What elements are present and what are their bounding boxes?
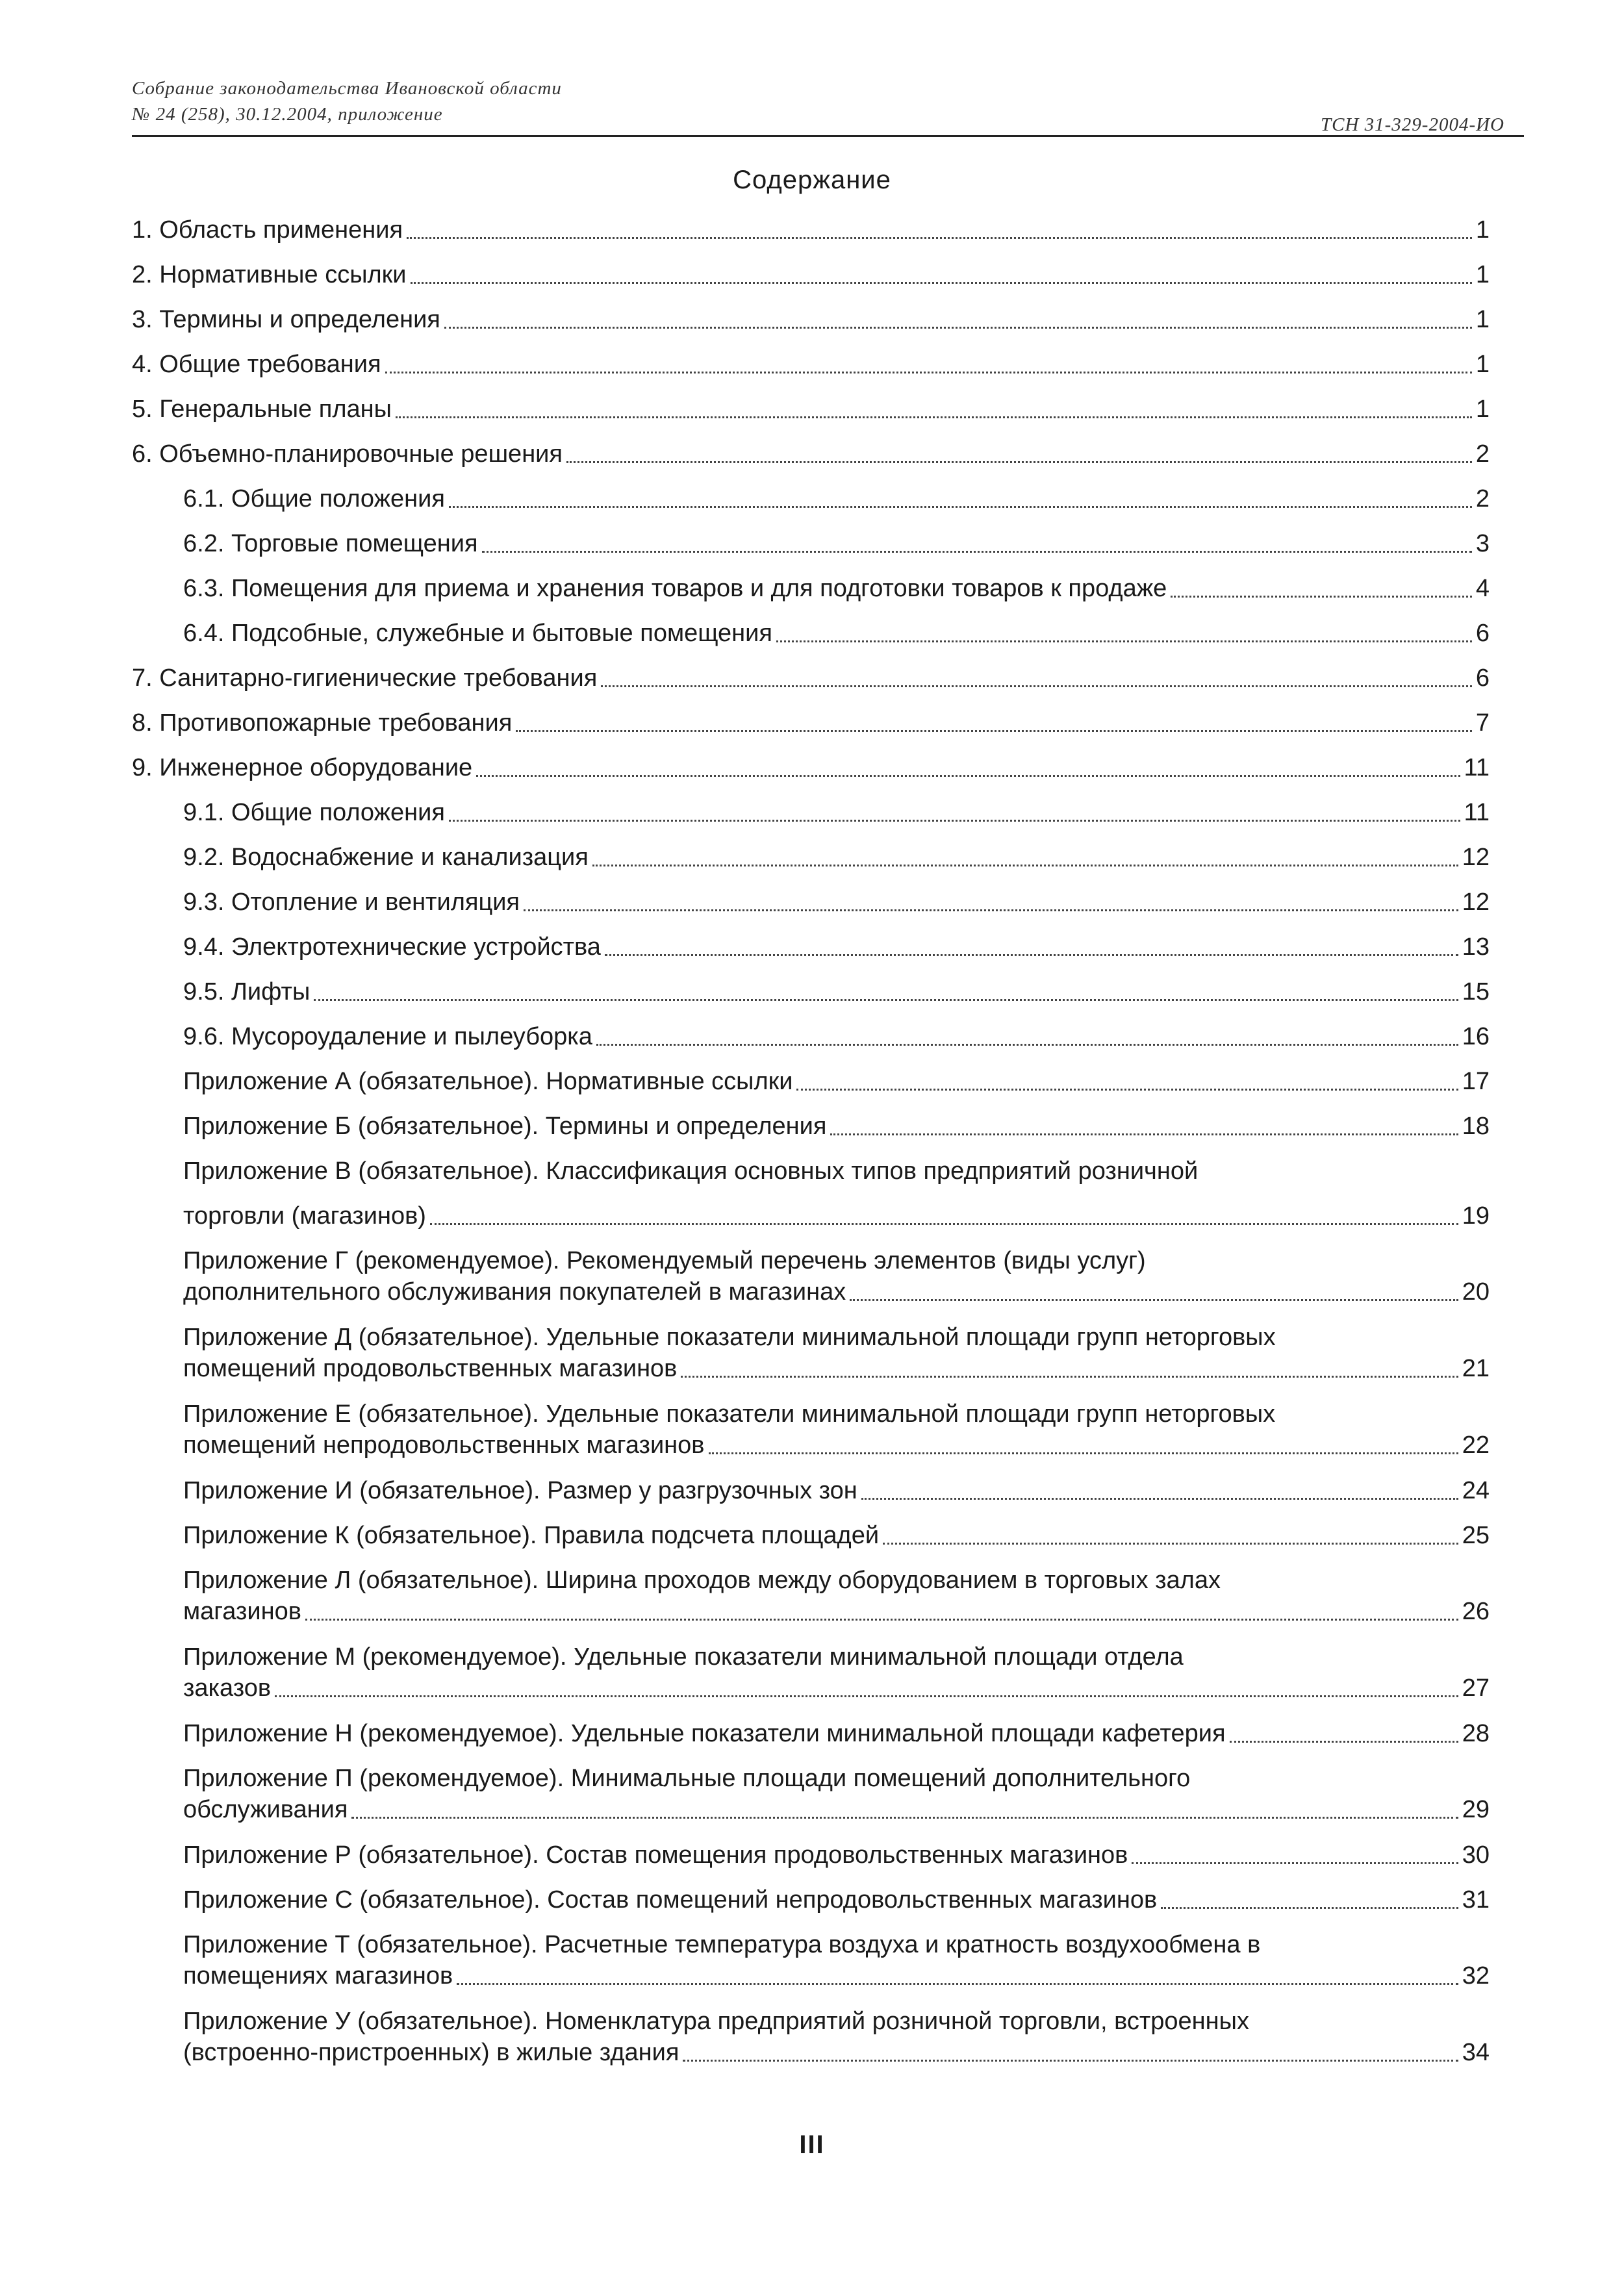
toc-dot-leader xyxy=(351,1817,1458,1819)
toc-entry[interactable] xyxy=(183,483,1490,514)
toc-dot-leader xyxy=(516,730,1472,732)
toc-entry[interactable] xyxy=(183,1066,1490,1097)
toc-page-number: 4 xyxy=(1475,575,1490,602)
toc-entry[interactable] xyxy=(183,618,1490,649)
toc-entry[interactable] xyxy=(183,976,1490,1007)
header-divider xyxy=(132,135,1524,137)
toc-entry[interactable] xyxy=(183,887,1490,918)
toc-page-number: 21 xyxy=(1462,1355,1490,1382)
toc-dot-leader xyxy=(449,506,1472,508)
toc-entry-title-line: Приложение Г (рекомендуемое). Рекомендуемый перечень элементов (виды услуг) xyxy=(183,1247,1146,1274)
toc-dot-leader xyxy=(407,237,1472,239)
toc-entry-title: 6.3. Помещения для приема и хранения товаров и для подготовки товаров к продаже xyxy=(183,575,1167,602)
toc-page-number: 7 xyxy=(1475,709,1490,737)
toc-entry[interactable] xyxy=(132,349,1490,380)
toc-entry-title-line: Приложение Л (обязательное). Ширина проходов между оборудованием в торговых залах xyxy=(183,1567,1221,1594)
toc-page-number: 12 xyxy=(1462,889,1490,916)
toc-entry-title-line: Приложение У (обязательное). Номенклатура предприятий розничной торговли, встроенных xyxy=(183,2008,1249,2035)
toc-entry-title: 8. Противопожарные требования xyxy=(132,709,513,737)
toc-dot-leader xyxy=(681,1376,1458,1378)
toc-entry[interactable] xyxy=(132,438,1490,470)
toc-page-number: 30 xyxy=(1462,1841,1490,1869)
toc-entry-title: помещений непродовольственных магазинов xyxy=(183,1432,705,1459)
toc-entry-title: 3. Термины и определения xyxy=(132,306,440,333)
toc-page-number: 1 xyxy=(1475,216,1490,244)
toc-page-number: 29 xyxy=(1462,1796,1490,1823)
toc-dot-leader xyxy=(1132,1862,1458,1864)
toc-entry-title: 9.2. Водоснабжение и канализация xyxy=(183,844,589,871)
toc-entry[interactable] xyxy=(183,1839,1490,1871)
toc-dot-leader xyxy=(275,1695,1458,1697)
toc-entry-title: Приложение И (обязательное). Размер у разгрузочных зон xyxy=(183,1477,857,1504)
toc-entry-title: 6.2. Торговые помещения xyxy=(183,530,478,557)
toc-dot-leader xyxy=(830,1133,1458,1135)
toc-entry-title: 9.3. Отопление и вентиляция xyxy=(183,889,520,916)
toc-entry[interactable] xyxy=(183,2006,1490,2068)
toc-entry[interactable] xyxy=(183,1322,1490,1384)
toc-entry-title: Приложение Б (обязательное). Термины и определения xyxy=(183,1113,827,1140)
toc-entry-title: 9.1. Общие положения xyxy=(183,799,445,826)
document-header xyxy=(132,78,1524,143)
toc-entry-title: магазинов xyxy=(183,1598,301,1625)
toc-entry-title: 1. Область применения xyxy=(132,216,403,244)
toc-entry-title: 9.5. Лифты xyxy=(183,978,311,1005)
toc-page-number: 2 xyxy=(1475,485,1490,512)
toc-page-number: 6 xyxy=(1475,620,1490,647)
toc-page-number: 15 xyxy=(1462,978,1490,1005)
toc-entry[interactable] xyxy=(132,663,1490,694)
toc-dot-leader xyxy=(430,1223,1458,1225)
toc-page-number: 25 xyxy=(1462,1522,1490,1549)
toc-page-number: 13 xyxy=(1462,933,1490,961)
toc-dot-leader xyxy=(482,551,1472,553)
toc-page-number: 6 xyxy=(1475,664,1490,692)
toc-entry-title: Приложение С (обязательное). Состав помещений непродовольственных магазинов xyxy=(183,1886,1158,1914)
toc-dot-leader xyxy=(396,416,1472,418)
toc-entry[interactable] xyxy=(183,1475,1490,1506)
toc-entry[interactable] xyxy=(183,1929,1490,1991)
toc-entry-title: 7. Санитарно-гигиенические требования xyxy=(132,664,598,692)
toc-entry[interactable] xyxy=(183,1565,1490,1627)
toc-page-number: 11 xyxy=(1464,799,1490,826)
toc-dot-leader xyxy=(776,640,1472,642)
toc-entry-title: 4. Общие требования xyxy=(132,351,381,378)
toc-dot-leader xyxy=(314,999,1458,1001)
toc-entry-title: 9.6. Мусороудаление и пылеуборка xyxy=(183,1023,592,1050)
toc-entry-title: дополнительного обслуживания покупателей в магазинах xyxy=(183,1278,846,1306)
toc-dot-leader xyxy=(596,1044,1458,1046)
toc-entry-title: торговли (магазинов) xyxy=(183,1202,426,1230)
toc-page-number: 1 xyxy=(1475,306,1490,333)
toc-page-number: 1 xyxy=(1475,261,1490,288)
toc-entry-title-line: Приложение Т (обязательное). Расчетные температура воздуха и кратность воздухообмена в xyxy=(183,1931,1261,1958)
toc-entry-title: 2. Нормативные ссылки xyxy=(132,261,407,288)
page-number: III xyxy=(799,2130,825,2159)
toc-page-number: 20 xyxy=(1462,1278,1490,1306)
toc-entry[interactable] xyxy=(132,394,1490,425)
toc-dot-leader xyxy=(601,685,1472,687)
toc-page-number: 2 xyxy=(1475,440,1490,468)
toc-entry-title: Приложение А (обязательное). Нормативные ссылки xyxy=(183,1068,793,1095)
toc-page-number: 34 xyxy=(1462,2039,1490,2066)
toc-entry-title: 6.1. Общие положения xyxy=(183,485,445,512)
toc-entry[interactable] xyxy=(183,1245,1490,1308)
toc-dot-leader xyxy=(683,2060,1458,2062)
toc-entry[interactable] xyxy=(132,304,1490,335)
toc-dot-leader xyxy=(1171,596,1472,598)
toc-entry[interactable] xyxy=(183,1398,1490,1461)
toc-entry[interactable] xyxy=(183,1520,1490,1551)
toc-entry-title-line: Приложение Е (обязательное). Удельные показатели минимальной площади групп неторговых xyxy=(183,1400,1276,1428)
toc-entry[interactable] xyxy=(183,1763,1490,1825)
toc-page-number: 17 xyxy=(1462,1068,1490,1095)
toc-dot-leader xyxy=(850,1299,1458,1301)
toc-entry-title: 9. Инженерное оборудование xyxy=(132,754,473,781)
toc-dot-leader xyxy=(861,1498,1458,1500)
header-standard-code: ТСН 31-329-2004-ИО xyxy=(1320,114,1504,135)
toc-entry-title: обслуживания xyxy=(183,1796,348,1823)
toc-page-number: 26 xyxy=(1462,1598,1490,1625)
toc-dot-leader xyxy=(883,1543,1458,1545)
toc-page-number: 1 xyxy=(1475,351,1490,378)
toc-page-number: 19 xyxy=(1462,1202,1490,1230)
toc-page-number: 22 xyxy=(1462,1432,1490,1459)
toc-entry-title: 6. Объемно-планировочные решения xyxy=(132,440,563,468)
toc-entry-title: помещениях магазинов xyxy=(183,1962,453,1990)
header-issue-info: № 24 (258), 30.12.2004, приложение xyxy=(132,104,443,125)
toc-dot-leader xyxy=(305,1619,1458,1621)
toc-entry-title: Приложение Р (обязательное). Состав помещения продовольственных магазинов xyxy=(183,1841,1128,1869)
toc-page-number: 31 xyxy=(1462,1886,1490,1914)
toc-dot-leader xyxy=(444,327,1472,329)
toc-dot-leader xyxy=(476,775,1460,777)
toc-entry-title: 5. Генеральные планы xyxy=(132,396,392,423)
toc-dot-leader xyxy=(411,282,1472,284)
toc-entry[interactable] xyxy=(183,1156,1490,1232)
toc-page-number: 28 xyxy=(1462,1720,1490,1747)
toc-entry-title-line: Приложение В (обязательное). Классификация основных типов предприятий розничной xyxy=(183,1157,1199,1185)
toc-page-number: 24 xyxy=(1462,1477,1490,1504)
toc-entry-title: 9.4. Электротехнические устройства xyxy=(183,933,601,961)
toc-page-number: 27 xyxy=(1462,1674,1490,1702)
toc-entry[interactable] xyxy=(183,1111,1490,1142)
toc-entry[interactable] xyxy=(132,707,1490,739)
toc-page-number: 12 xyxy=(1462,844,1490,871)
toc-entry-title-line: Приложение Д (обязательное). Удельные показатели минимальной площади групп неторговых xyxy=(183,1324,1276,1351)
toc-entry[interactable] xyxy=(132,259,1490,290)
toc-dot-leader xyxy=(592,865,1458,866)
toc-dot-leader xyxy=(524,909,1458,911)
toc-dot-leader xyxy=(1161,1907,1458,1909)
toc-page-number: 11 xyxy=(1464,754,1490,781)
toc-entry-title: помещений продовольственных магазинов xyxy=(183,1355,678,1382)
toc-entry-title: Приложение Н (рекомендуемое). Удельные показатели минимальной площади кафетерия xyxy=(183,1720,1226,1747)
toc-entry-title: (встроенно-пристроенных) в жилые здания xyxy=(183,2039,679,2066)
toc-page-number: 1 xyxy=(1475,396,1490,423)
toc-entry[interactable] xyxy=(132,752,1490,783)
toc-page-number: 16 xyxy=(1462,1023,1490,1050)
toc-title: Содержание xyxy=(733,166,891,194)
toc-dot-leader xyxy=(385,372,1472,373)
toc-dot-leader xyxy=(796,1089,1458,1091)
toc-entry[interactable] xyxy=(183,842,1490,873)
header-source-title: Собрание законодательства Ивановской области xyxy=(132,78,562,99)
toc-page-number: 32 xyxy=(1462,1962,1490,1990)
toc-entry[interactable] xyxy=(183,1718,1490,1749)
toc-page-number: 3 xyxy=(1475,530,1490,557)
toc-entry[interactable] xyxy=(183,528,1490,559)
toc-dot-leader xyxy=(457,1983,1458,1985)
toc-entry-title: Приложение К (обязательное). Правила подсчета площадей xyxy=(183,1522,880,1549)
toc-entry-title: заказов xyxy=(183,1674,272,1702)
toc-entry[interactable] xyxy=(183,1884,1490,1915)
toc-entry[interactable] xyxy=(183,797,1490,828)
toc-dot-leader xyxy=(566,461,1472,463)
toc-dot-leader xyxy=(449,820,1460,822)
toc-entry[interactable] xyxy=(183,1641,1490,1704)
toc-page-number: 18 xyxy=(1462,1113,1490,1140)
toc-entry[interactable] xyxy=(183,931,1490,963)
toc-dot-leader xyxy=(1230,1741,1458,1743)
toc-dot-leader xyxy=(709,1452,1458,1454)
toc-entry-title-line: Приложение М (рекомендуемое). Удельные показатели минимальной площади отдела xyxy=(183,1643,1184,1671)
toc-entry-title: 6.4. Подсобные, служебные и бытовые помещения xyxy=(183,620,772,647)
toc-entry-title-line: Приложение П (рекомендуемое). Минимальные площади помещений дополнительного xyxy=(183,1765,1191,1792)
toc-entry[interactable] xyxy=(132,214,1490,246)
toc-entry[interactable] xyxy=(183,573,1490,604)
toc-dot-leader xyxy=(605,954,1458,956)
toc-entry[interactable] xyxy=(183,1021,1490,1052)
